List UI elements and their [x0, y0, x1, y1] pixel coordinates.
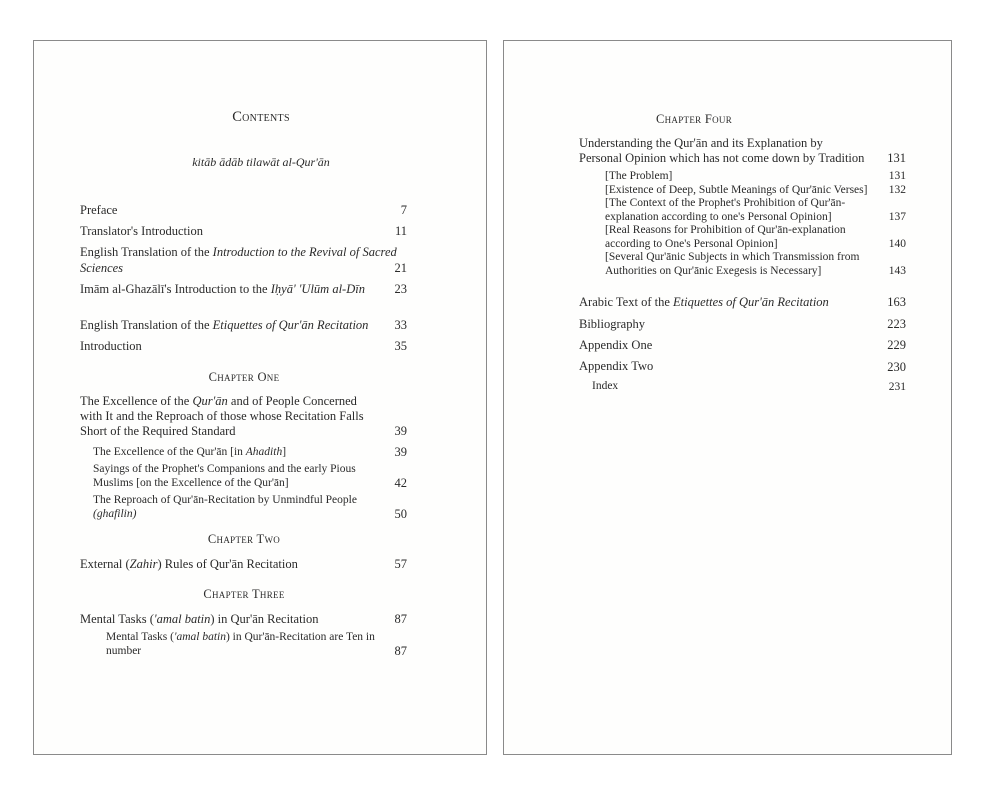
ch3-main: Mental Tasks ('amal batin) in Qur'ān Recitation	[80, 612, 319, 626]
ch4-sub5-line2: Authorities on Qur'ānic Exegesis is Necessary]	[605, 265, 822, 277]
book-subtitle: kitāb ādāb tilawāt al-Qur'ān	[192, 155, 330, 169]
ch1-sub2-page: 42	[394, 476, 407, 490]
ch3-sub1-line1: Mental Tasks ('amal batin) in Qur'ān-Recitation are Ten in	[106, 631, 375, 643]
toc-index-page: 231	[888, 381, 906, 393]
toc-index: Index	[592, 380, 619, 392]
chapter-two-title: Chapter Two	[207, 532, 281, 546]
ch1-main-line1: The Excellence of the Qur'ān and of People Concerned	[80, 394, 357, 408]
toc-arabic-text: Arabic Text of the Etiquettes of Qur'ān Recitation	[579, 295, 829, 309]
toc-preface-page: 7	[400, 203, 407, 217]
ch4-sub1-page: 131	[888, 170, 906, 182]
ch4-sub5-page: 143	[888, 265, 906, 277]
toc-preface: Preface	[80, 203, 118, 217]
ch4-sub5-line1: [Several Qur'ānic Subjects in which Transmission from	[605, 251, 860, 263]
toc-appendix-two-page: 230	[887, 360, 906, 374]
toc-appendix-one: Appendix One	[579, 338, 653, 352]
toc-introduction: Introduction	[80, 339, 142, 353]
chapter-four-title: Chapter Four	[655, 112, 733, 126]
toc-translator-intro: Translator's Introduction	[80, 224, 203, 238]
toc-english-intro-line2: Sciences	[80, 261, 124, 275]
contents-heading: Contents	[232, 109, 290, 125]
toc-bibliography: Bibliography	[579, 317, 645, 331]
ch4-sub4-line2: according to One's Personal Opinion]	[605, 238, 778, 250]
toc-appendix-one-page: 229	[887, 338, 906, 352]
ch1-sub3-line2: (ghafilin)	[93, 508, 137, 520]
ch3-sub1-line2: number	[106, 645, 142, 657]
toc-bibliography-page: 223	[887, 317, 906, 331]
chapter-three-title: Chapter Three	[203, 587, 285, 601]
ch1-main-page: 39	[394, 424, 407, 438]
toc-english-intro-page: 21	[394, 261, 407, 275]
ch2-main: External (Zahir) Rules of Qur'ān Recitation	[80, 557, 298, 571]
ch4-main-line1: Understanding the Qur'ān and its Explanation by	[579, 136, 823, 150]
toc-arabic-text-page: 163	[887, 295, 906, 309]
ch4-sub3-page: 137	[888, 211, 906, 223]
ch4-sub2-page: 132	[888, 184, 906, 196]
ch4-sub1: [The Problem]	[605, 170, 673, 182]
chapter-one-title: Chapter One	[208, 370, 280, 384]
ch1-sub3-line1: The Reproach of Qur'ān-Recitation by Unmindful People	[93, 494, 357, 506]
left-page	[33, 40, 487, 755]
ch1-sub1-page: 39	[394, 445, 407, 459]
toc-english-etiquettes: English Translation of the Etiquettes of Qur'ān Recitation	[80, 318, 369, 332]
ch4-sub3-line1: [The Context of the Prophet's Prohibition of Qur'ān-	[605, 197, 846, 209]
toc-translator-intro-page: 11	[394, 224, 407, 238]
ch4-main-page: 131	[887, 151, 906, 165]
ch1-main-line3: Short of the Required Standard	[80, 424, 236, 438]
ch4-sub4-page: 140	[888, 238, 906, 250]
toc-appendix-two: Appendix Two	[579, 359, 654, 373]
ch1-main-line2: with It and the Reproach of those whose Recitation Falls	[80, 409, 364, 423]
ch1-sub3-page: 50	[394, 507, 407, 521]
ch4-sub2: [Existence of Deep, Subtle Meanings of Qur'ānic Verses]	[605, 184, 868, 196]
ch1-sub2-line2: Muslims [on the Excellence of the Qur'ān]	[93, 477, 289, 489]
toc-english-etiquettes-page: 33	[394, 318, 407, 332]
ch4-main-line2: Personal Opinion which has not come down by Tradition	[579, 151, 865, 165]
ch3-main-page: 87	[394, 612, 407, 626]
toc-introduction-page: 35	[394, 339, 407, 353]
ch1-sub1: The Excellence of the Qur'ān [in Ahadith]	[93, 446, 287, 458]
toc-ghazali-intro: Imām al-Ghazālī's Introduction to the Iḥyā' 'Ulūm al-Dīn	[80, 282, 365, 296]
ch1-sub2-line1: Sayings of the Prophet's Companions and the early Pious	[93, 463, 356, 475]
toc-english-intro: English Translation of the Introduction to the Revival of Sacred	[80, 245, 397, 259]
ch2-main-page: 57	[394, 557, 407, 571]
toc-ghazali-intro-page: 23	[394, 282, 407, 296]
ch3-sub1-page: 87	[394, 644, 407, 658]
ch4-sub4-line1: [Real Reasons for Prohibition of Qur'ān-explanation	[605, 224, 846, 236]
ch4-sub3-line2: explanation according to one's Personal Opinion]	[605, 211, 832, 223]
right-page	[503, 40, 952, 755]
